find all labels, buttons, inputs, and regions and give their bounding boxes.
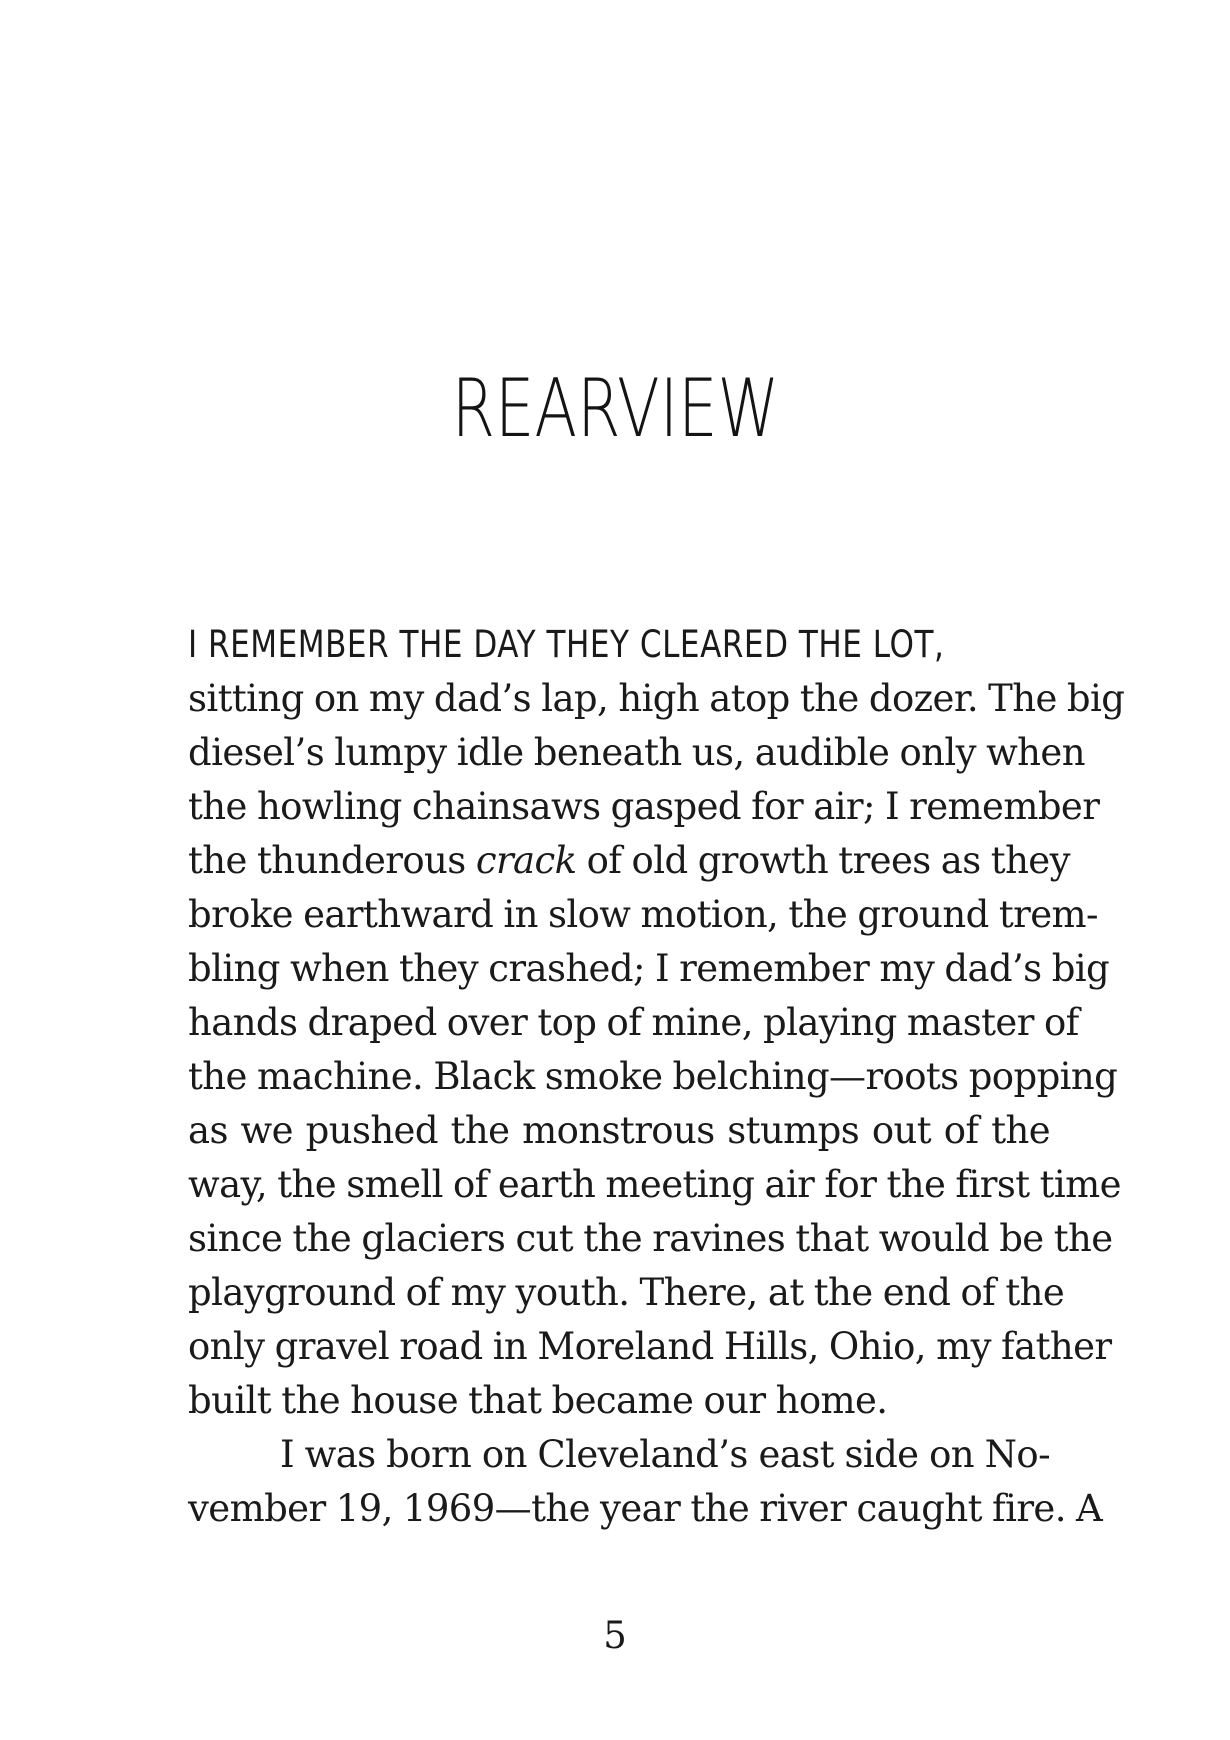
text-line: way, the smell of earth meeting air for the first time xyxy=(188,1163,1121,1206)
paragraph-end-line: built the house that became our home. xyxy=(188,1379,888,1422)
text-line: hands draped over top of mine, playing master of xyxy=(188,1001,1079,1044)
text-line: sitting on my dad’s lap, high atop the dozer. The big xyxy=(188,677,1125,720)
text-line: bling when they crashed; I remember my dad’s big xyxy=(188,947,1110,990)
chapter-title: REARVIEW xyxy=(451,362,780,455)
body-text xyxy=(188,618,1125,1536)
text-line: only gravel road in Moreland Hills, Ohio, my father xyxy=(188,1325,1112,1368)
text-line: diesel’s lumpy idle beneath us, audible only when xyxy=(188,731,1085,774)
text-line: playground of my youth. There, at the end of the xyxy=(188,1271,1065,1314)
text-line: since the glaciers cut the ravines that would be the xyxy=(188,1217,1113,1260)
italic-word: crack xyxy=(475,839,577,882)
text-line: the howling chainsaws gasped for air; I remember xyxy=(188,785,1100,828)
text-line: broke earthward in slow motion, the ground trem- xyxy=(188,893,1098,936)
text-line: the machine. Black smoke belching—roots popping xyxy=(188,1055,1118,1098)
page-number: 5 xyxy=(603,1614,627,1657)
text-line-with-italic xyxy=(188,834,1070,888)
paragraph-start-line: I was born on Cleveland’s east side on No- xyxy=(280,1433,1050,1476)
lead-in-small-caps: I REMEMBER THE DAY THEY CLEARED THE LOT, xyxy=(188,623,945,666)
text-line: vember 19, 1969—the year the river caught fire. A xyxy=(188,1487,1103,1530)
text-segment: the thunderous xyxy=(188,839,476,882)
lead-in-line xyxy=(188,618,1050,672)
text-line: as we pushed the monstrous stumps out of the xyxy=(188,1109,1050,1152)
text-segment: of old growth trees as they xyxy=(576,839,1070,882)
